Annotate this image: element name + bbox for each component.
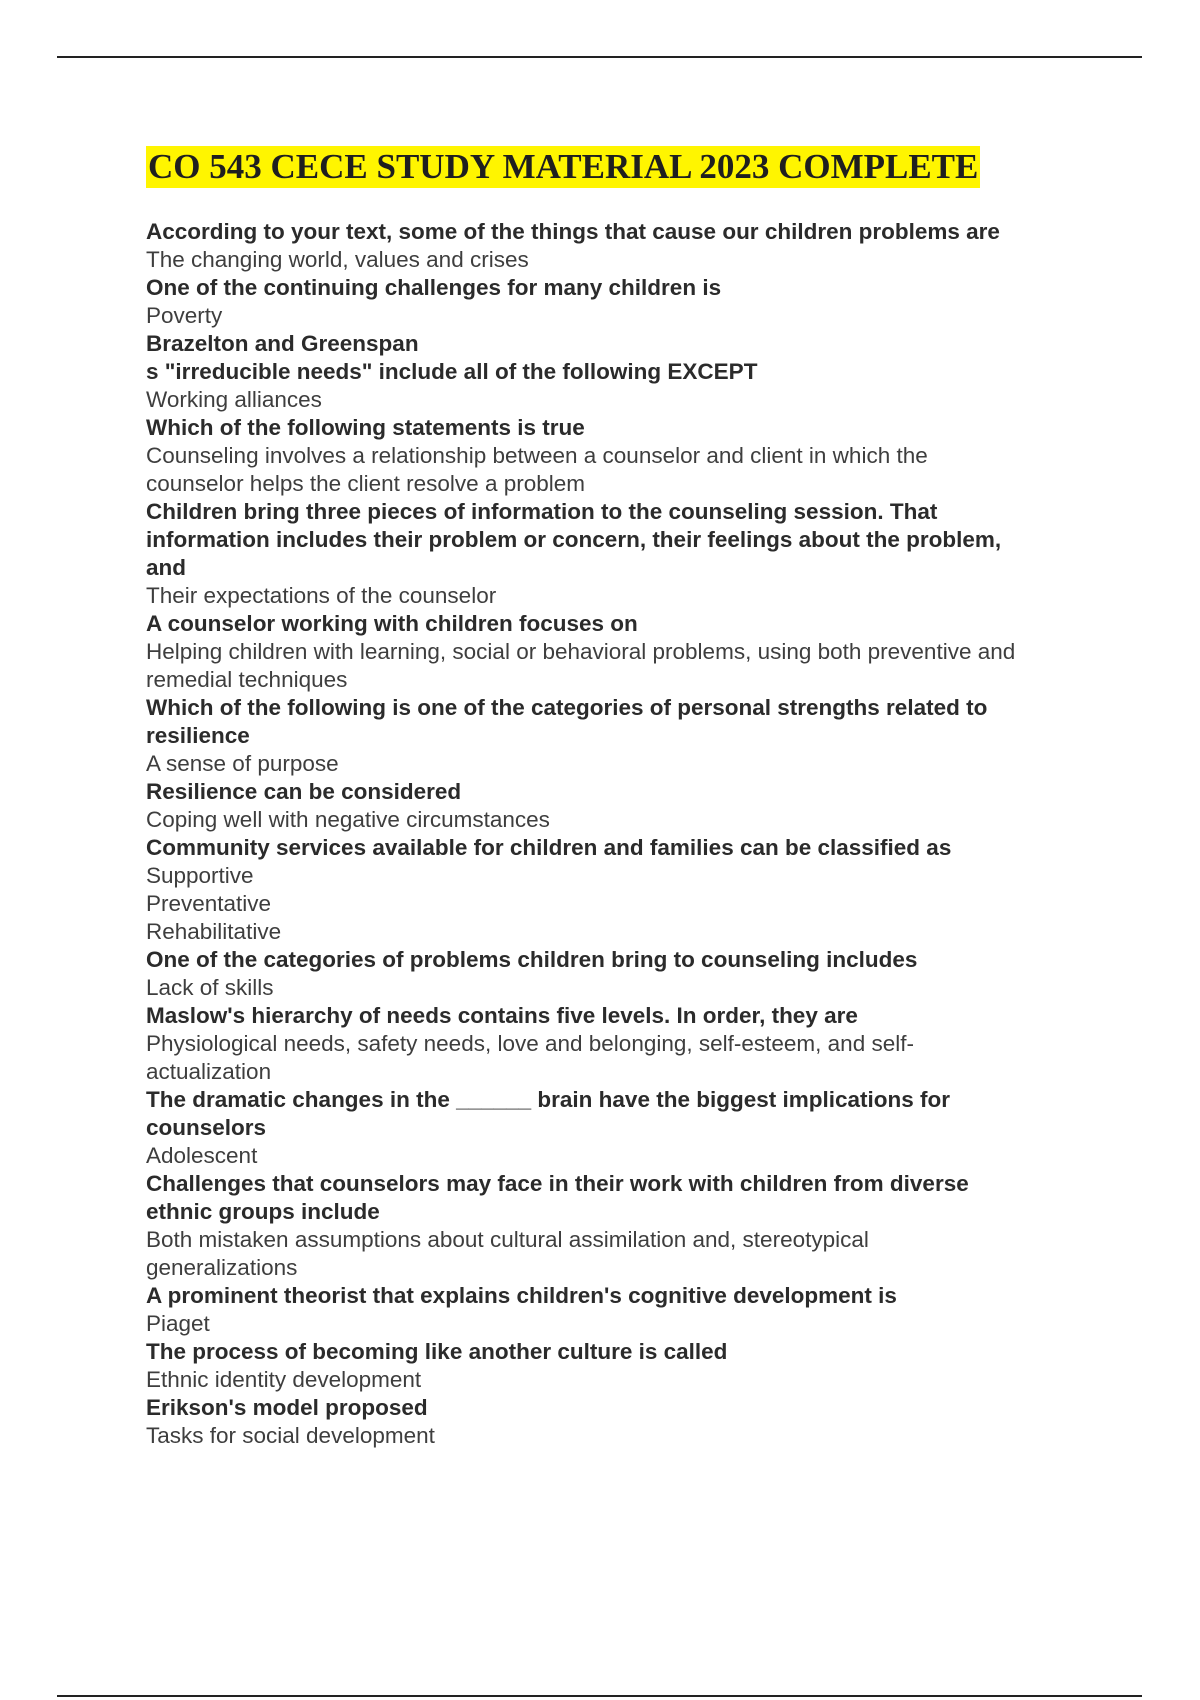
question-line: One of the categories of problems children bring to counseling includes: [146, 947, 918, 972]
question-line: The process of becoming like another culture is called: [146, 1339, 728, 1364]
question-line: resilience: [146, 723, 250, 748]
answer-line: remedial techniques: [146, 667, 348, 692]
question-line: Which of the following is one of the categories of personal strengths related to: [146, 695, 988, 720]
answer-line: Coping well with negative circumstances: [146, 807, 550, 832]
page-title: CO 543 CECE STUDY MATERIAL 2023 COMPLETE: [148, 147, 979, 186]
answer-line: A sense of purpose: [146, 751, 339, 776]
answer-line: Adolescent: [146, 1143, 258, 1168]
answer-line: Preventative: [146, 891, 272, 916]
qa-list: [146, 218, 1091, 1450]
answer-line: actualization: [146, 1059, 272, 1084]
answer-line: Tasks for social development: [146, 1423, 435, 1448]
question-line: Resilience can be considered: [146, 779, 462, 804]
answer-line: Poverty: [146, 303, 223, 328]
answer-line: counselor helps the client resolve a problem: [146, 471, 585, 496]
question-line: Which of the following statements is true: [146, 415, 585, 440]
question-line: Erikson's model proposed: [146, 1395, 428, 1420]
top-rule: [57, 56, 1142, 58]
answer-line: Rehabilitative: [146, 919, 282, 944]
question-line: A prominent theorist that explains children's cognitive development is: [146, 1283, 897, 1308]
answer-line: Working alliances: [146, 387, 322, 412]
question-line: Children bring three pieces of information to the counseling session. That: [146, 499, 938, 524]
answer-line: The changing world, values and crises: [146, 247, 529, 272]
answer-line: Both mistaken assumptions about cultural assimilation and, stereotypical: [146, 1227, 869, 1252]
answer-line: Piaget: [146, 1311, 210, 1336]
answer-line: Counseling involves a relationship between a counselor and client in which the: [146, 443, 928, 468]
question-line: Challenges that counselors may face in their work with children from diverse: [146, 1171, 969, 1196]
question-line: ethnic groups include: [146, 1199, 380, 1224]
question-line: information includes their problem or concern, their feelings about the problem,: [146, 527, 1002, 552]
answer-line: Their expectations of the counselor: [146, 583, 497, 608]
question-line: According to your text, some of the things that cause our children problems are: [146, 219, 1000, 244]
answer-line: generalizations: [146, 1255, 298, 1280]
answer-line: Supportive: [146, 863, 254, 888]
question-line: A counselor working with children focuses on: [146, 611, 638, 636]
answer-line: Helping children with learning, social or behavioral problems, using both preventive and: [146, 639, 1016, 664]
question-line: The dramatic changes in the ______ brain have the biggest implications for: [146, 1087, 950, 1112]
question-line: s "irreducible needs" include all of the following EXCEPT: [146, 359, 758, 384]
question-line: and: [146, 555, 187, 580]
answer-line: Lack of skills: [146, 975, 274, 1000]
question-line: One of the continuing challenges for many children is: [146, 275, 722, 300]
answer-line: Ethnic identity development: [146, 1367, 422, 1392]
question-line: Community services available for children and families can be classified as: [146, 835, 952, 860]
question-line: Brazelton and Greenspan: [146, 331, 419, 356]
answer-line: Physiological needs, safety needs, love and belonging, self-esteem, and self-: [146, 1031, 914, 1056]
bottom-rule: [57, 1695, 1142, 1697]
question-line: Maslow's hierarchy of needs contains five levels. In order, they are: [146, 1003, 858, 1028]
question-line: counselors: [146, 1115, 267, 1140]
